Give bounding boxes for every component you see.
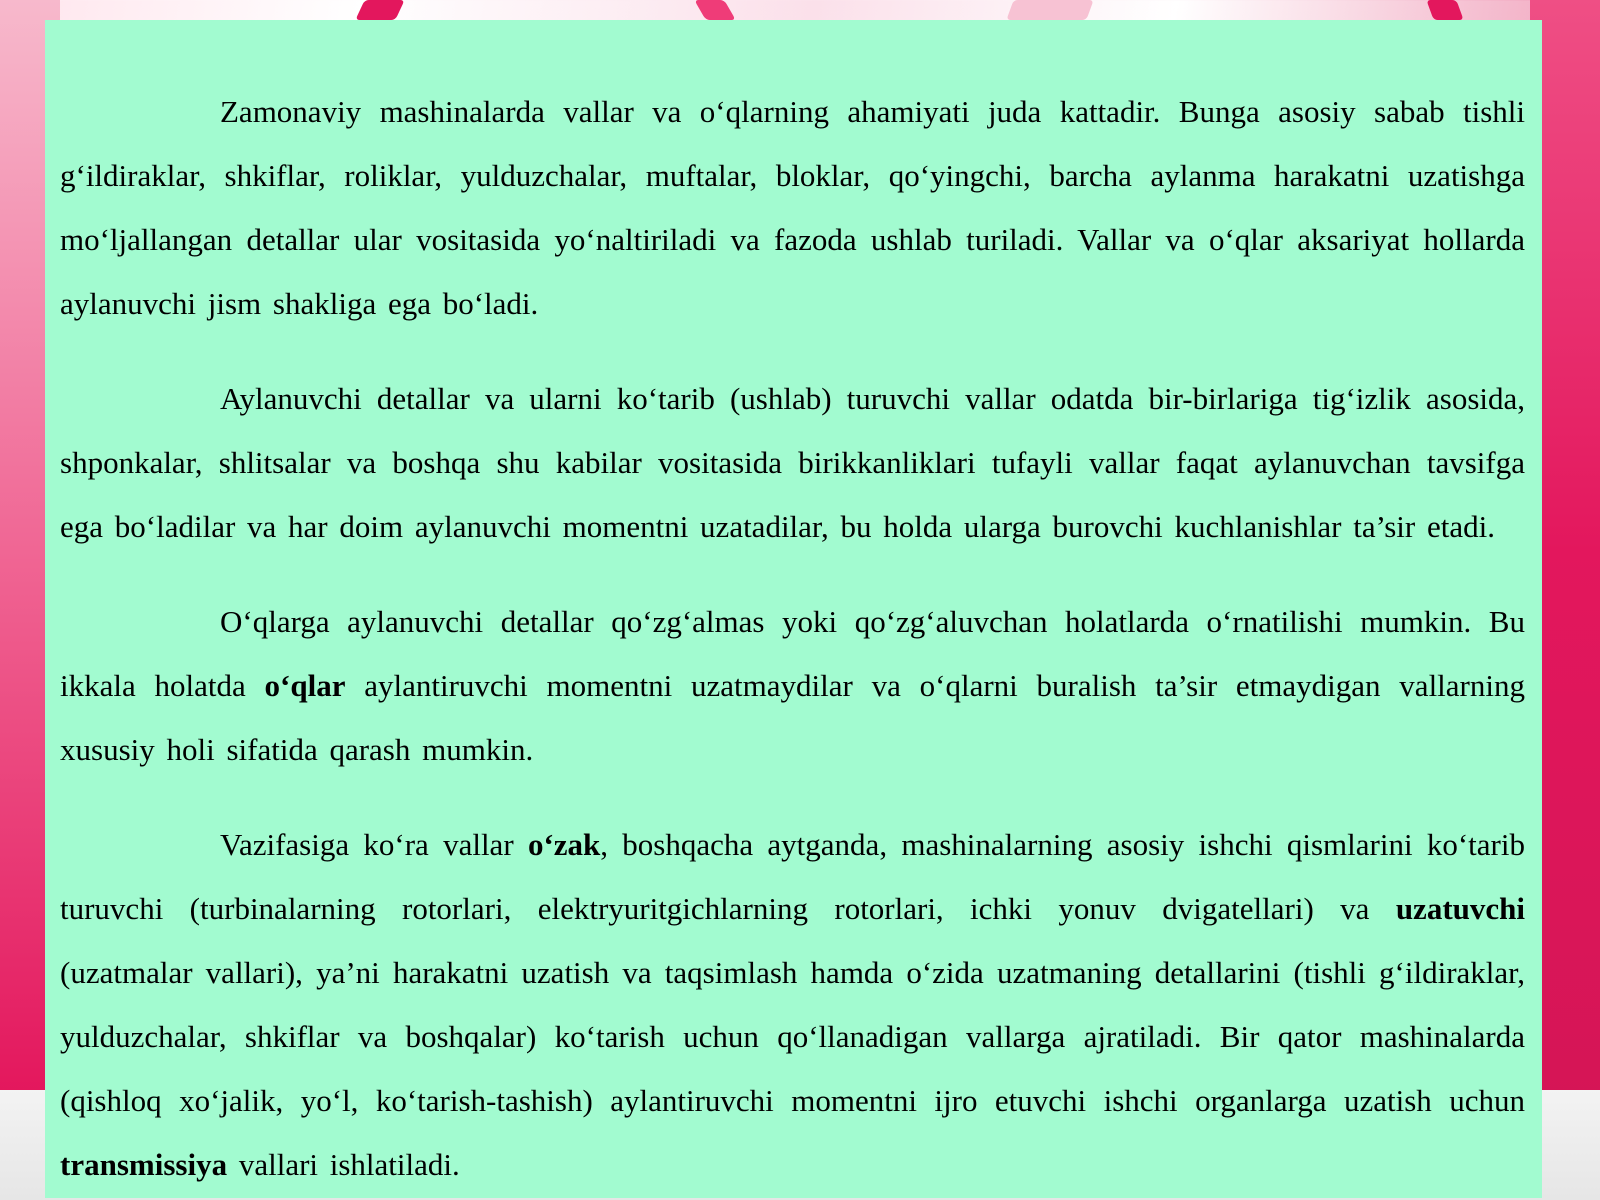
- bold-term: o‘qlar: [264, 668, 346, 703]
- paragraph-text: vallari ishlatiladi.: [227, 1147, 460, 1182]
- paragraph-text: aylantiruvchi momentni uzatmaydilar va o‘qlarni buralish ta’sir etmaydigan vallarning xususiy holi sifatida qarash mumkin.: [60, 668, 1525, 767]
- background-decor-streak: [1426, 0, 1463, 20]
- paragraph-text: O‘qlarga aylanuvchi detallar qo‘zg‘almas yoki qo‘zg‘aluvchan holatlarda o‘rnatilishi mumkin. Bu ikkala holatda: [60, 604, 1525, 703]
- paragraph-text: Aylanuvchi detallar va ularni ko‘tarib (ushlab) turuvchi vallar odatda bir-birlariga tig‘izlik asosida, shponkalar, shlitsalar va boshqa shu kabilar vositasida birikkanliklari tufayli vallar faqat aylanuvchan tavsifga ega bo‘ladilar va har doim aylanuvchi momentni uzatadilar, bu holda ularga burovchi kuchlanishlar ta’sir etadi.: [60, 381, 1525, 544]
- paragraph: [60, 813, 1525, 1197]
- document-body: [60, 49, 1525, 1200]
- paragraph-text: , boshqacha aytganda, mashinalarning asosiy ishchi qismlarini ko‘tarib turuvchi (turbinalarning rotorlari, elektryuritgichlarning rotorlari, ichki yonuv dvigatellari) va: [60, 827, 1525, 926]
- background-decor-streak: [355, 0, 404, 20]
- paragraph: [60, 367, 1525, 559]
- paragraph: [60, 590, 1525, 782]
- bold-term: transmissiya: [60, 1147, 228, 1182]
- paragraph: [60, 80, 1525, 336]
- background-decor-streak: [1006, 0, 1093, 20]
- bold-term: o‘zak: [527, 827, 601, 862]
- paragraph-text: (uzatmalar vallari), ya’ni harakatni uzatish va taqsimlash hamda o‘zida uzatmaning detallarini (tishli g‘ildiraklar, yulduzchalar, shkiflar va boshqalar) ko‘tarish uchun qo‘llanadigan vallarga ajratiladi. Bir qator mashinalarda (qishloq xo‘jalik, yo‘l, ko‘tarish-tashish) aylantiruvchi momentni ijro etuvchi ishchi organlarga uzatish uchun: [60, 955, 1525, 1118]
- paragraph-text: Vazifasiga ko‘ra vallar: [220, 827, 528, 862]
- background-decor-streak: [694, 0, 736, 20]
- bold-term: uzatuvchi: [1395, 891, 1525, 926]
- paragraph-text: Zamonaviy mashinalarda vallar va o‘qlarning ahamiyati juda kattadir. Bunga asosiy sabab tishli g‘ildiraklar, shkiflar, roliklar, yulduzchalar, muftalar, bloklar, qo‘yingchi, barcha aylanma harakatni uzatishga mo‘ljallangan detallar ular vositasida yo‘naltiriladi va fazoda ushlab turiladi. Vallar va o‘qlar aksariyat hollarda aylanuvchi jism shakliga ega bo‘ladi.: [60, 94, 1525, 321]
